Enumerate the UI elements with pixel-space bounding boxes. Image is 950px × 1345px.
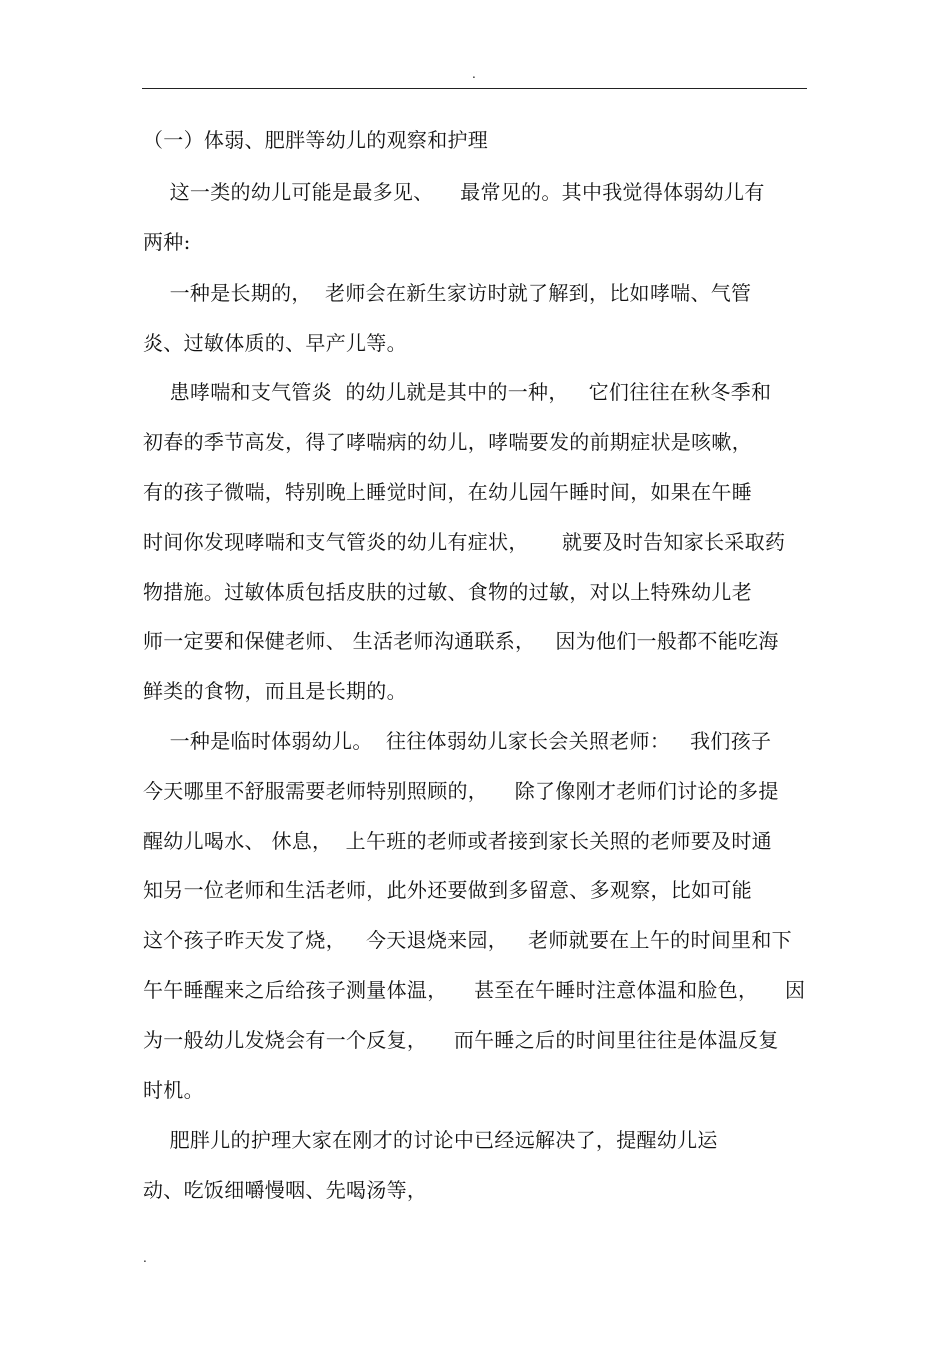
header-mark: . — [472, 67, 476, 81]
paragraph-line: 为一般幼儿发烧会有一个反复， 而午睡之后的时间里往往是体温反复 — [143, 1028, 779, 1052]
header-rule — [142, 88, 807, 89]
paragraph-line: 时机。 — [143, 1078, 204, 1102]
paragraph-line: 午午睡醒来之后给孩子测量体温， 甚至在午睡时注意体温和脸色， 因 — [143, 978, 806, 1002]
paragraph-line: 今天哪里不舒服需要老师特别照顾的， 除了像刚才老师们讨论的多提 — [143, 779, 779, 803]
paragraph-line: 时间你发现哮喘和支气管炎的幼儿有症状， 就要及时告知家长采取药 — [143, 530, 786, 554]
paragraph-line: 肥胖儿的护理大家在刚才的讨论中已经远解决了，提醒幼儿运 — [143, 1128, 718, 1152]
paragraph-line: 这一类的幼儿可能是最多见、 最常见的。其中我觉得体弱幼儿有 — [143, 180, 765, 204]
paragraph-line: 鲜类的食物，而且是长期的。 — [143, 679, 407, 703]
section-heading: （一）体弱、肥胖等幼儿的观察和护理 — [143, 128, 489, 152]
paragraph-line: 动、吃饭细嚼慢咽、先喝汤等， — [143, 1178, 428, 1202]
paragraph-line: 醒幼儿喝水、 休息， 上午班的老师或者接到家长关照的老师要及时通 — [143, 829, 772, 853]
paragraph-line: 知另一位老师和生活老师，此外还要做到多留意、多观察，比如可能 — [143, 878, 752, 902]
paragraph-line: 患哮喘和支气管炎 的幼儿就是其中的一种， 它们往往在秋冬季和 — [143, 380, 772, 404]
footer-mark: . — [143, 1251, 147, 1265]
paragraph-line: 物措施。过敏体质包括皮肤的过敏、食物的过敏，对以上特殊幼儿老 — [143, 580, 752, 604]
paragraph-line: 初春的季节高发，得了哮喘病的幼儿，哮喘要发的前期症状是咳嗽， — [143, 430, 752, 454]
paragraph-line: 炎、过敏体质的、早产儿等。 — [143, 331, 407, 355]
paragraph-line: 两种: — [143, 230, 191, 254]
paragraph-line: 一种是临时体弱幼儿。 往往体弱幼儿家长会关照老师： 我们孩子 — [143, 729, 772, 753]
paragraph-line: 有的孩子微喘，特别晚上睡觉时间，在幼儿园午睡时间，如果在午睡 — [143, 480, 752, 504]
paragraph-line: 这个孩子昨天发了烧， 今天退烧来园， 老师就要在上午的时间里和下 — [143, 928, 792, 952]
paragraph-line: 师一定要和保健老师、 生活老师沟通联系， 因为他们一般都不能吃海 — [143, 629, 779, 653]
paragraph-line: 一种是长期的， 老师会在新生家访时就了解到，比如哮喘、气管 — [143, 281, 752, 305]
